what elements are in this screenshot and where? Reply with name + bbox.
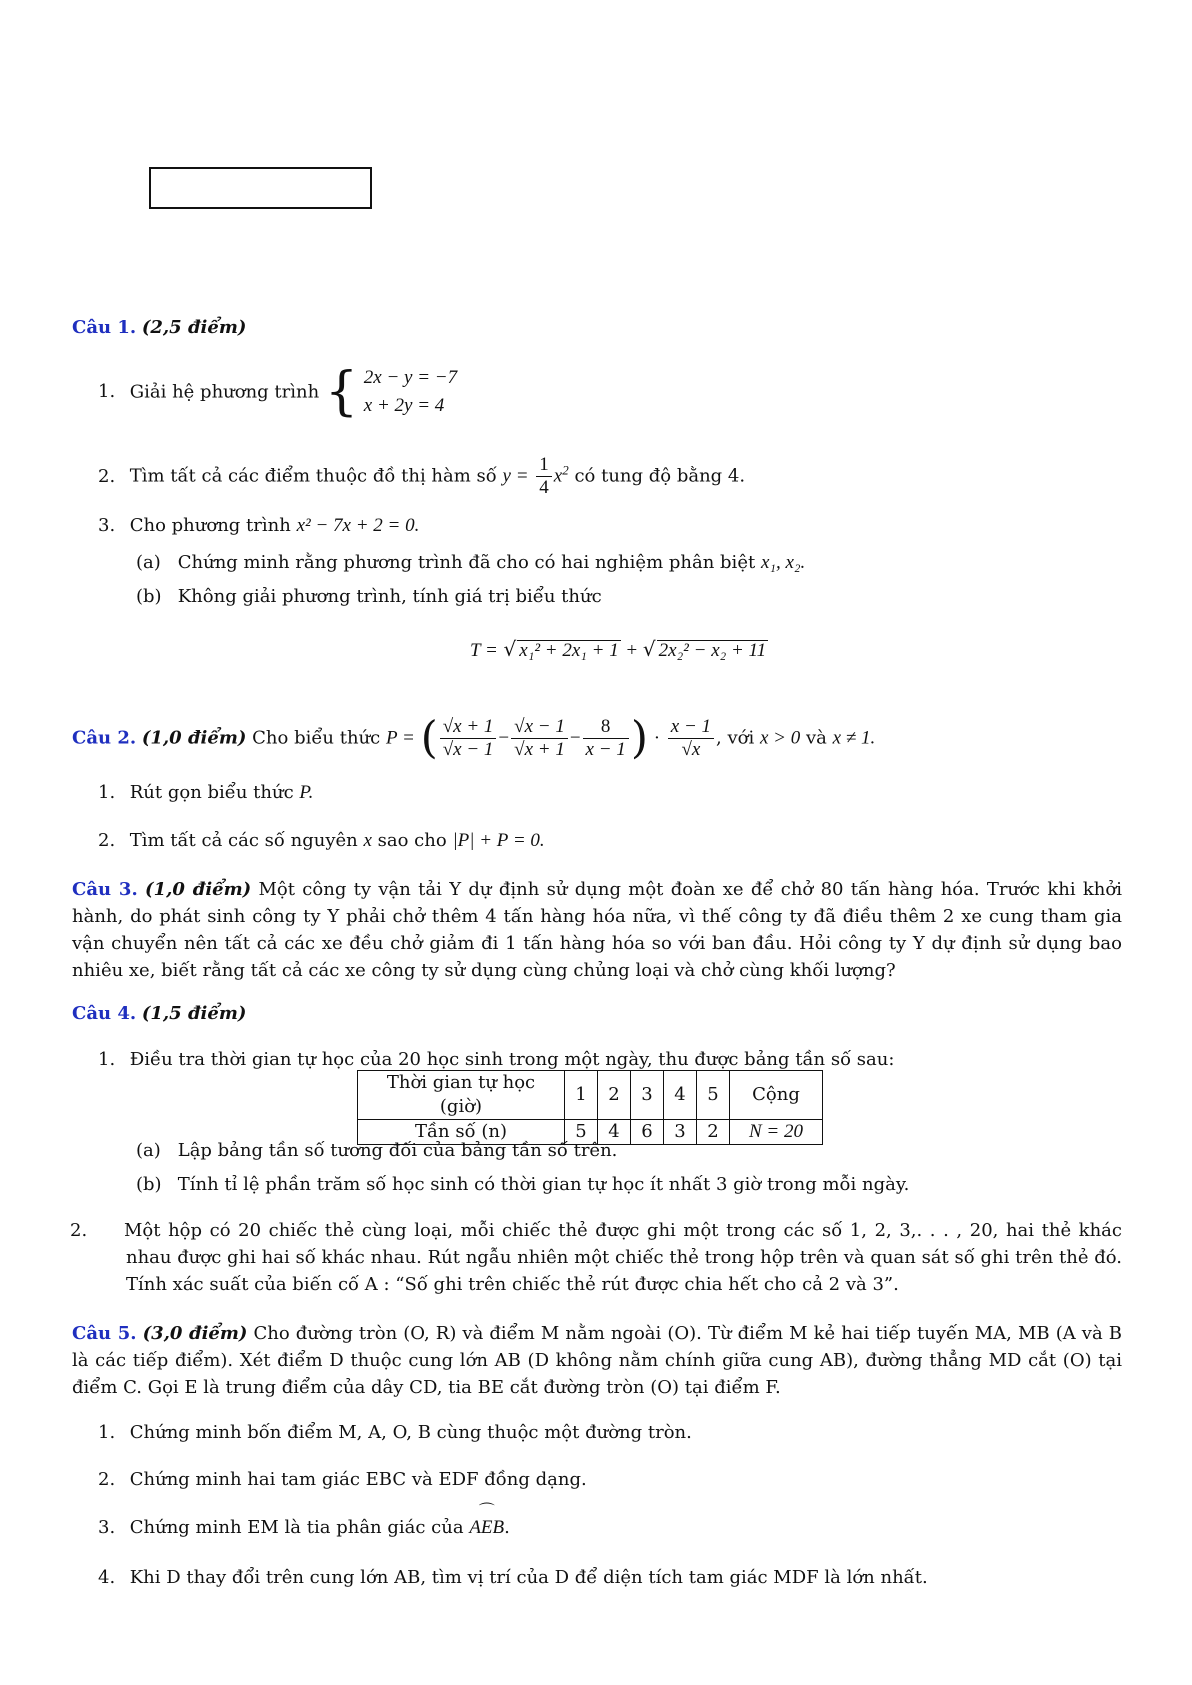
- exponent: 2: [562, 462, 569, 478]
- table-cell: 4: [664, 1071, 697, 1120]
- subitem-label: (b): [136, 586, 162, 607]
- fraction-3: $\frac{8}{x - 1}$: [583, 716, 629, 761]
- question-4-label: Câu 4.: [72, 1003, 137, 1024]
- q4-item-2: [70, 1217, 1122, 1298]
- item-text: Chứng minh hai tam giác EBC và EDF đồng dạng.: [129, 1469, 587, 1490]
- table-cell: 1: [565, 1071, 598, 1120]
- item-number: 1.: [98, 782, 116, 803]
- question-1-points: (2,5 điểm): [141, 317, 247, 338]
- q5-item-3: [98, 1501, 1122, 1541]
- subitem-label: (a): [136, 1140, 161, 1161]
- fraction-1: $\frac{√x + 1}{√x - 1}$: [440, 716, 497, 761]
- question-3-text: Một công ty vận tải Y dự định sử dụng một đoàn xe để chở 80 tấn hàng hóa. Trước khi khởi hành, do phát sinh công ty Y phải chở thêm 4 tấn hàng hóa nữa, vì thế công ty đã điều thêm 2 xe cung tham gia vận chuyển nên tất cả các xe đều chở giảm đi 1 tấn hàng hóa so với ban đầu. Hỏi công ty Y dự định sử dụng bao nhiêu xe, biết rằng tất cả các xe công ty sử dụng cùng chủng loại và chở cùng khối lượng?: [72, 879, 1122, 981]
- fraction: $\frac{1}{4}$: [536, 454, 552, 499]
- subitem-text: Tính tỉ lệ phần trăm số học sinh có thời gian tự học ít nhất 3 giờ trong mỗi ngày.: [177, 1174, 910, 1195]
- subitem-text: Lập bảng tần số tương đối của bảng tần số trên.: [177, 1140, 618, 1161]
- equation-1: 2x − y = −7: [363, 367, 458, 388]
- q4-subitem-a: [136, 1137, 1122, 1164]
- item-text-b: sao cho: [377, 830, 447, 851]
- T-expression: T = √ x₁² + 2x₁ + 1 + √ 2x₂² − x₂ + 11: [470, 637, 767, 661]
- table-cell: 5: [565, 1120, 598, 1145]
- condition-2: x ≠ 1.: [832, 727, 876, 749]
- q2-item-1: [98, 779, 1122, 806]
- question-5-label: Câu 5.: [72, 1323, 137, 1344]
- question-3-points: (1,0 điểm): [145, 879, 252, 900]
- item-text: Một hộp có 20 chiếc thẻ cùng loại, mỗi chiếc thẻ được ghi một trong các số 1, 2, 3,. . . , 20, hai thẻ khác nhau được ghi hai số khác nhau. Rút ngẫu nhiên một chiếc thẻ trong hộp trên và quan sát số ghi trên thẻ đó. Tính xác suất của biến cố A : “Số ghi trên chiếc thẻ rút được chia hết cho cả 2 và 3”.: [124, 1220, 1122, 1295]
- function-rhs: x: [553, 465, 563, 487]
- plus-sign: +: [626, 640, 638, 661]
- subitem-label: (b): [136, 1174, 162, 1195]
- radicand-2: 2x₂² − x₂ + 11: [658, 640, 767, 661]
- function-lhs: y =: [502, 465, 529, 487]
- question-2-label: Câu 2.: [72, 727, 137, 749]
- minus-1: −: [498, 727, 510, 749]
- item-text-end: có tung độ bằng 4.: [574, 465, 746, 487]
- table-cell: 2: [598, 1071, 631, 1120]
- item-var: x: [363, 830, 372, 851]
- q4-item-1: [98, 1046, 1122, 1073]
- item-text: Cho phương trình: [129, 515, 291, 536]
- item-end: .: [504, 1517, 510, 1538]
- condition-text: , với: [716, 727, 755, 749]
- T-lhs: T =: [470, 640, 498, 661]
- quadratic-equation: x² − 7x + 2 = 0.: [296, 515, 420, 536]
- frequency-table: [357, 1070, 823, 1145]
- table-cell: 5: [697, 1071, 730, 1120]
- equation-2: x + 2y = 4: [363, 395, 445, 416]
- item-var: P.: [299, 782, 314, 803]
- table-cell: 3: [664, 1120, 697, 1145]
- item-number: 3.: [98, 515, 116, 536]
- table-cell: Cộng: [730, 1071, 823, 1120]
- item-text: Tìm tất cả các số nguyên: [129, 830, 358, 851]
- table-row: [358, 1071, 823, 1120]
- question-4-points: (1,5 điểm): [141, 1003, 247, 1024]
- question-2-heading: Câu 2. (1,0 điểm) Cho biểu thức P = ( $\frac{√x + 1}{√x - 1}$ − $\frac{√x - 1}{√x + 1}$ − $\frac{8}{x - 1}$ ) · $\frac{x - 1}{√x}$ , với x > 0 và x ≠ 1.: [72, 712, 876, 764]
- table-cell: Thời gian tự học (giờ): [358, 1071, 565, 1120]
- question-1-heading: [72, 314, 1122, 341]
- item-number: 1.: [98, 381, 116, 402]
- table-cell: Tần số (n): [358, 1120, 565, 1145]
- roots-vars: x₁, x₂.: [760, 552, 806, 573]
- condition-1: x > 0: [760, 727, 801, 749]
- item-text: Khi D thay đổi trên cung lớn AB, tìm vị trí của D để diện tích tam giác MDF là lớn nhất.: [129, 1567, 928, 1588]
- fraction-2: $\frac{√x - 1}{√x + 1}$: [511, 716, 568, 761]
- item-number: 1.: [98, 1049, 116, 1070]
- q2-item-2: [98, 827, 1122, 854]
- question-5-points: (3,0 điểm): [142, 1323, 248, 1344]
- multiply-dot: ·: [653, 727, 661, 749]
- subitem-text: Không giải phương trình, tính giá trị biểu thức: [177, 586, 602, 607]
- question-3: [72, 876, 1122, 984]
- question-3-label: Câu 3.: [72, 879, 138, 900]
- item-text: Tìm tất cả các điểm thuộc đồ thị hàm số: [129, 465, 497, 487]
- angle-notation: ⌒ AEB: [469, 1501, 505, 1538]
- q1-item-2: [98, 454, 1122, 499]
- table-cell: 6: [631, 1120, 664, 1145]
- q1-subitem-b: [136, 583, 1122, 610]
- item-number: 1.: [98, 1422, 116, 1443]
- subitem-label: (a): [136, 552, 161, 573]
- question-5: [72, 1320, 1122, 1401]
- table-cell: 3: [631, 1071, 664, 1120]
- question-5-text: Cho đường tròn (O, R) và điểm M nằm ngoài (O). Từ điểm M kẻ hai tiếp tuyến MA, MB (A và B là các tiếp điểm). Xét điểm D thuộc cung lớn AB (D không nằm chính giữa cung AB), đường thẳng MD cắt (O) tại điểm C. Gọi E là trung điểm của dây CD, tia BE cắt đường tròn (O) tại điểm F.: [72, 1323, 1122, 1398]
- item-number: 2.: [98, 1469, 116, 1490]
- question-4-heading: [72, 1000, 1122, 1027]
- angle-name: AEB: [469, 1517, 505, 1538]
- q5-item-1: [98, 1419, 1122, 1446]
- condition-and: và: [806, 727, 827, 749]
- q1-item-1: [98, 364, 1122, 420]
- fraction-4: $\frac{x - 1}{√x}$: [668, 716, 714, 761]
- equation-system: { 2x − y = −7 x + 2y = 4: [324, 362, 458, 422]
- item-number: 3.: [98, 1517, 116, 1538]
- subitem-text: Chứng minh rằng phương trình đã cho có hai nghiệm phân biệt: [177, 552, 756, 573]
- P-lhs: P =: [385, 727, 415, 749]
- table-cell: N = 20: [730, 1120, 823, 1145]
- table-cell: 4: [598, 1120, 631, 1145]
- question-2-intro: Cho biểu thức: [252, 727, 381, 749]
- q5-item-4: [98, 1564, 1122, 1591]
- q1-item-3: [98, 512, 1122, 539]
- q5-item-2: [98, 1466, 1122, 1493]
- question-1-label: Câu 1.: [72, 317, 137, 338]
- item-text: Chứng minh EM là tia phân giác của: [129, 1517, 464, 1538]
- item-number: 4.: [98, 1567, 116, 1588]
- item-number: 2.: [70, 1220, 88, 1241]
- item-equation: |P| + P = 0.: [452, 830, 545, 851]
- item-text: Chứng minh bốn điểm M, A, O, B cùng thuộc một đường tròn.: [129, 1422, 692, 1443]
- item-text: Điều tra thời gian tự học của 20 học sinh trong một ngày, thu được bảng tần số sau:: [129, 1049, 895, 1070]
- item-number: 2.: [98, 830, 116, 851]
- radicand-1: x₁² + 2x₁ + 1: [519, 640, 619, 661]
- table-cell: 2: [697, 1120, 730, 1145]
- q1-subitem-a: [136, 549, 1122, 576]
- question-2-points: (1,0 điểm): [141, 727, 247, 749]
- header-box: [149, 167, 372, 209]
- minus-2: −: [569, 727, 581, 749]
- item-number: 2.: [98, 465, 116, 487]
- item-text: Giải hệ phương trình: [129, 381, 320, 403]
- item-text: Rút gọn biểu thức: [129, 782, 294, 803]
- q4-subitem-b: [136, 1171, 1122, 1198]
